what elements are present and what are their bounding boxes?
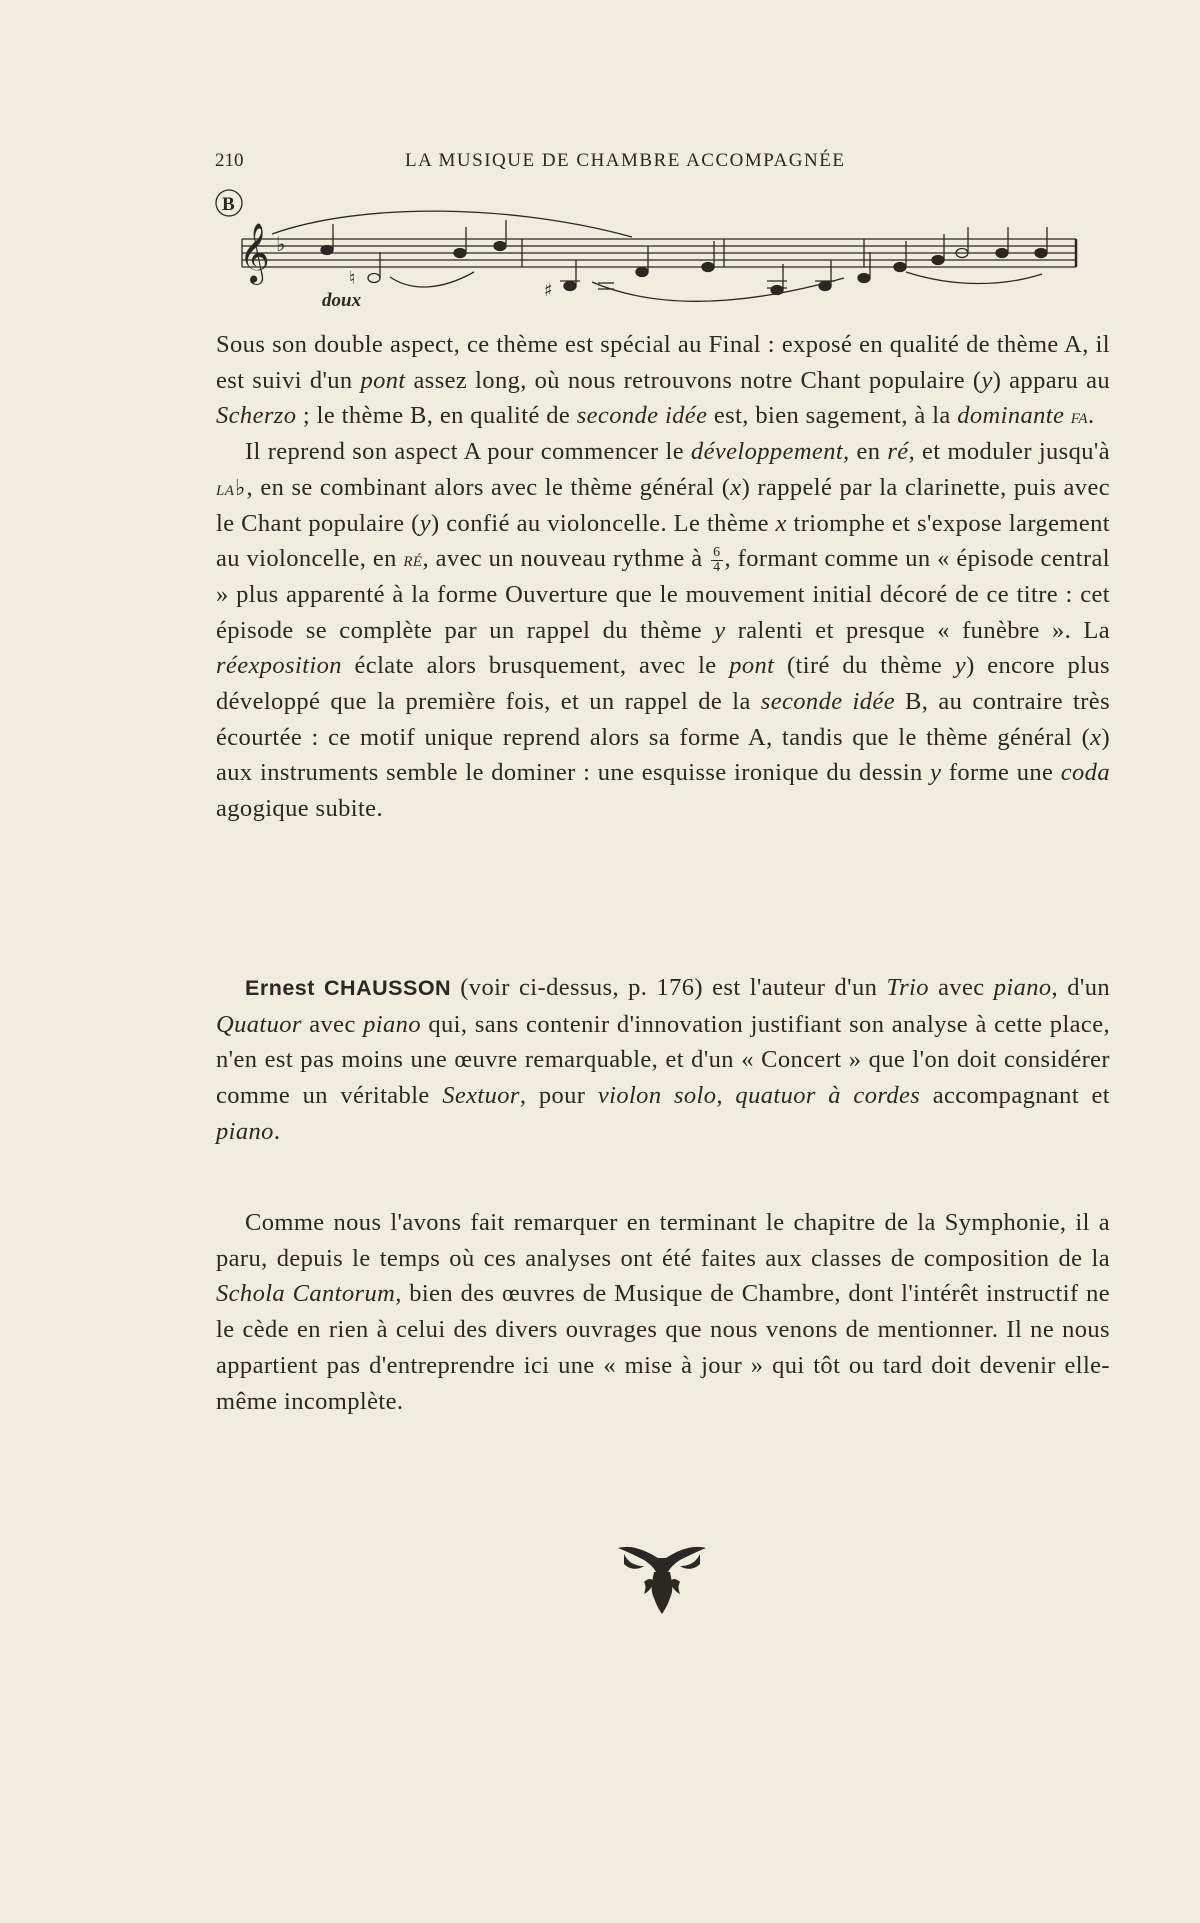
expression-mark: doux — [322, 290, 362, 311]
running-header — [215, 148, 1080, 176]
paragraph-conclusion: Comme nous l'avons fait remarquer en terminant le chapitre de la Symphonie, il a paru, depuis le temps où ces analyses ont été faites aux classes de composition de la Schola Cantorum, bien des œuvres de Musique de Chambre, dont l'intérêt instructif ne le cède en rien à celui des divers ouvrages que nous venons de mentionner. Il ne nous appartient pas d'entreprendre ici une « mise à jour » qui tôt ou tard doit devenir elle-même incomplète. — [216, 1209, 1110, 1415]
page-number: 210 — [215, 150, 244, 171]
paragraph-final-theme: Sous son double aspect, ce thème est spécial au Final : exposé en qualité de thème A, il est suivi d'un pont assez long, où nous retrouvons notre Chant populaire (y) apparu au Scherzo ; le thème B, en qualité de seconde idée est, bien sagement, à la dominante fa. Il reprend son aspect A pour commencer le développement, en ré, et moduler jusqu'à la♭, en se combinant alors avec le thème général (x) rappelé par la clarinette, puis avec le Chant populaire (y) confié au violoncelle. Le thème x triomphe et s'expose largement au violoncelle, en ré, avec un nouveau rythme à $\frac{6}{4}$ , formant comme un « épisode central » plus apparenté à la forme Ouverture que le mouvement initial décoré de ce titre : cet épisode se complète par un rappel du thème y ralenti et presque « funèbre ». La réexposition éclate alors brusquement, avec le pont (tiré du thème y) encore plus développé que la première fois, et un rappel de la seconde idée B, au contraire très écourtée : ce motif unique reprend alors sa forme A, tandis que le thème général (x) aux instruments semble le dominer : une esquisse ironique du dessin y forme une coda agogique subite. — [216, 327, 1110, 827]
author-name: Ernest CHAUSSON — [245, 976, 452, 1000]
paragraph-chausson: Ernest CHAUSSON (voir ci-dessus, p. 176) est l'auteur d'un Trio avec piano, d'un Quatuor avec piano qui, sans contenir d'innovation justifiant son analyse à cette place, n'en est pas moins une œuvre remarquable, et d'un « Concert » que l'on doit considérer comme un véritable Sextuor, pour violon solo, quatuor à cordes accompagnant et piano. — [216, 974, 1110, 1145]
treble-clef: 𝄞 — [239, 223, 270, 283]
fleuron-ornament-icon — [614, 1542, 710, 1618]
music-excerpt — [212, 182, 1080, 314]
svg-text:♯: ♯ — [544, 280, 553, 301]
svg-text:♮: ♮ — [349, 268, 356, 289]
flat-sign: ♭ — [276, 232, 286, 256]
running-title: LA MUSIQUE DE CHAMBRE ACCOMPAGNÉE — [405, 150, 846, 171]
paragraph-developpement: Il reprend son aspect A pour commencer le développement, en ré, et moduler jusqu'à la♭, en se combinant alors avec le thème général (x) rappelé par la clarinette, puis avec le Chant populaire (y) confié au violoncelle. Le thème x triomphe et s'expose largement au violoncelle, en ré, avec un nouveau rythme à $\frac{6}{4}$ , formant comme un « épisode central » plus apparenté à la forme Ouverture que le mouvement initial décoré de ce titre : cet épisode se complète par un rappel du thème y ralenti et presque « funèbre ». La réexposition éclate alors brusquement, avec le pont (tiré du thème y) encore plus développé que la première fois, et un rappel de la seconde idée B, au contraire très écourtée : ce motif unique reprend alors sa forme A, tandis que le thème général (x) aux instruments semble le dominer : une esquisse ironique du dessin y forme une coda agogique subite. — [216, 438, 1111, 823]
theme-label: B — [222, 194, 235, 215]
time-signature-fraction: $\frac{6}{4}$ — [713, 545, 721, 576]
